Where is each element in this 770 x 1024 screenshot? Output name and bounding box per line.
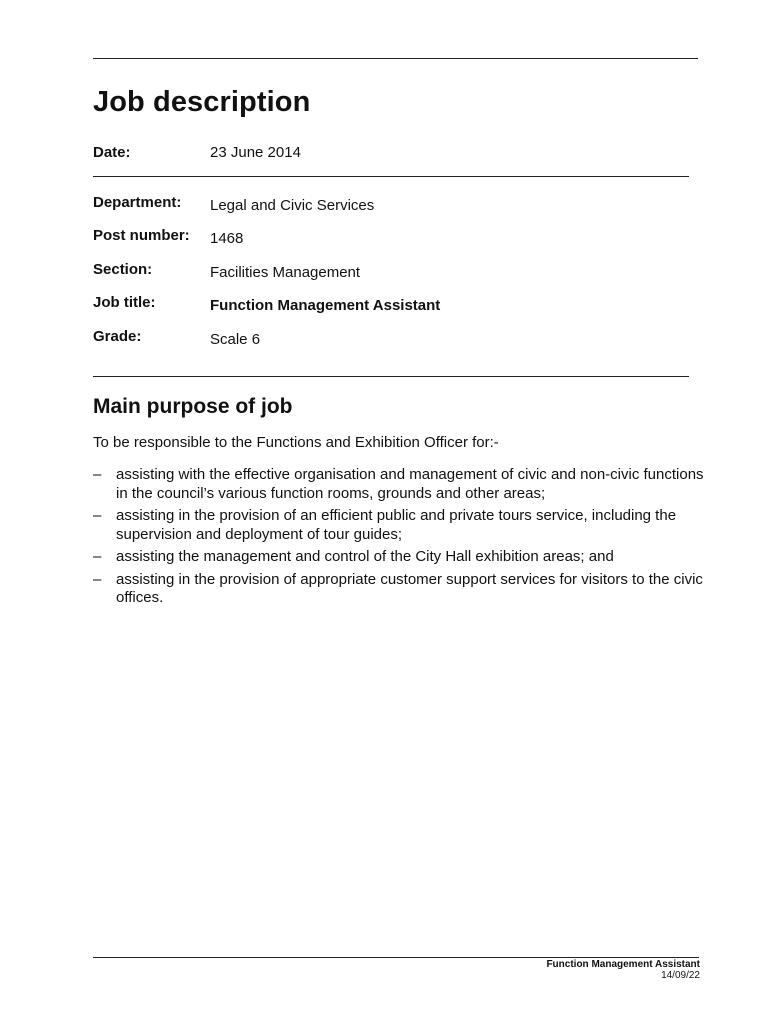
department-value: Legal and Civic Services	[210, 197, 375, 214]
list-item	[93, 571, 705, 608]
dash-bullet: –	[93, 548, 102, 565]
duty-text: assisting the management and control of the City Hall exhibition areas; and	[116, 548, 614, 565]
list-item	[93, 466, 705, 503]
date-divider	[93, 176, 689, 177]
list-item	[93, 507, 705, 544]
duty-text: assisting with the effective organisation and management of civic and non-civic functions in the council’s various function rooms, grounds and other areas;	[116, 466, 704, 502]
grade-value: Scale 6	[210, 331, 261, 348]
duty-text: assisting in the provision of an efficient public and private tours service, including the supervision and deployment of tour guides;	[116, 507, 677, 543]
dash-bullet: –	[93, 570, 102, 588]
date-value: 23 June 2014	[210, 144, 301, 161]
job-title-label: Job title:	[93, 294, 156, 311]
job-title-value: Function Management Assistant	[210, 297, 441, 314]
details-divider	[93, 376, 689, 377]
department-label: Department:	[93, 194, 182, 211]
duties-list	[93, 466, 705, 612]
footer-divider	[93, 957, 699, 958]
date-label: Date:	[93, 144, 131, 161]
main-purpose-heading: Main purpose of job	[93, 395, 293, 418]
top-divider	[93, 58, 698, 59]
section-value: Facilities Management	[210, 264, 361, 281]
post-number-label: Post number:	[93, 227, 190, 244]
dash-bullet: –	[93, 466, 102, 483]
main-purpose-intro: To be responsible to the Functions and Exhibition Officer for:-	[93, 434, 499, 451]
post-number-value: 1468	[210, 230, 244, 247]
page-title: Job description	[93, 86, 311, 118]
dash-bullet: –	[93, 507, 102, 524]
footer-job-title: Function Management Assistant	[546, 959, 700, 970]
duty-text: assisting in the provision of appropriate customer support services for visitors to the civic offices.	[116, 570, 703, 606]
section-label: Section:	[93, 261, 153, 278]
grade-label: Grade:	[93, 328, 142, 345]
list-item	[93, 548, 705, 567]
footer-date: 14/09/22	[661, 970, 700, 981]
